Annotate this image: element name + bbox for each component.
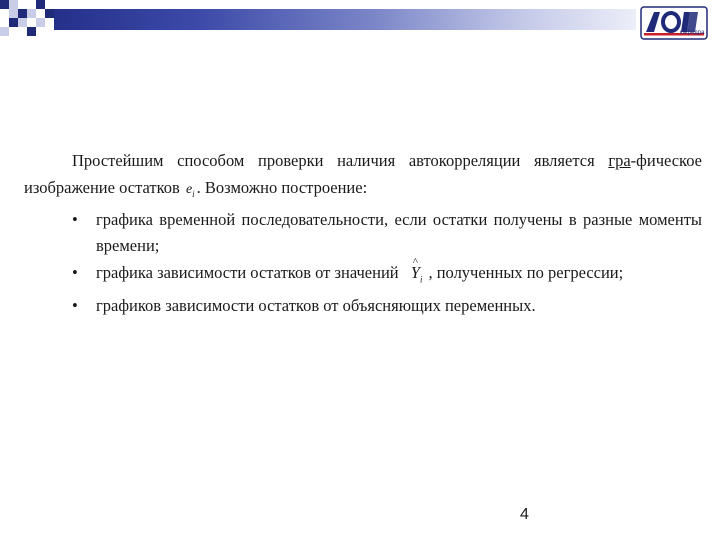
decor-square	[0, 0, 9, 9]
fitted-value-symbol	[411, 260, 423, 293]
header-decoration	[0, 0, 720, 42]
fitted-value-symbol-main: Y	[410, 262, 420, 282]
decor-square	[36, 18, 45, 27]
list-item-text: графика зависимости остатков от значений	[96, 262, 403, 282]
decor-square	[18, 18, 27, 27]
list-item-text: графиков зависимости остатков от объясняющих переменных.	[96, 295, 536, 315]
fitted-value-symbol-sub: i	[419, 274, 423, 285]
residual-symbol-sub: i	[192, 188, 195, 199]
header-gradient-bar	[54, 9, 636, 30]
decor-square	[9, 18, 18, 27]
list-item-text-after: , полученных по регрессии;	[428, 262, 624, 282]
bullet-dot-icon: •	[72, 295, 78, 315]
bullet-dot-icon: •	[72, 209, 78, 229]
list-item	[24, 260, 702, 293]
list-item-text: графика временной последовательности, если остатки получены в разные моменты времени;	[96, 209, 702, 256]
bullet-dot-icon: •	[72, 262, 78, 282]
residual-symbol	[186, 182, 195, 197]
decor-square	[27, 27, 36, 36]
decor-square	[18, 9, 27, 18]
intro-paragraph	[24, 148, 702, 207]
list-item	[24, 293, 702, 320]
decor-square	[27, 9, 36, 18]
decor-square	[9, 9, 18, 18]
decor-square	[0, 27, 9, 36]
intro-text-continued: -фическое изображение остатков	[24, 151, 702, 197]
logo-caption: кафедра	[680, 30, 705, 36]
decor-square	[36, 0, 45, 9]
intro-text-end: . Возможно построение:	[196, 177, 368, 197]
document-body	[24, 148, 702, 319]
list-item	[24, 207, 702, 260]
residual-symbol-main: e	[185, 181, 193, 197]
decor-square	[45, 9, 54, 18]
decor-square	[9, 0, 18, 9]
page-number: 4	[520, 506, 529, 523]
intro-hyphen-word: гра	[608, 151, 631, 170]
intro-text: Простейшим способом проверки наличия автокорреляции является	[72, 151, 609, 170]
